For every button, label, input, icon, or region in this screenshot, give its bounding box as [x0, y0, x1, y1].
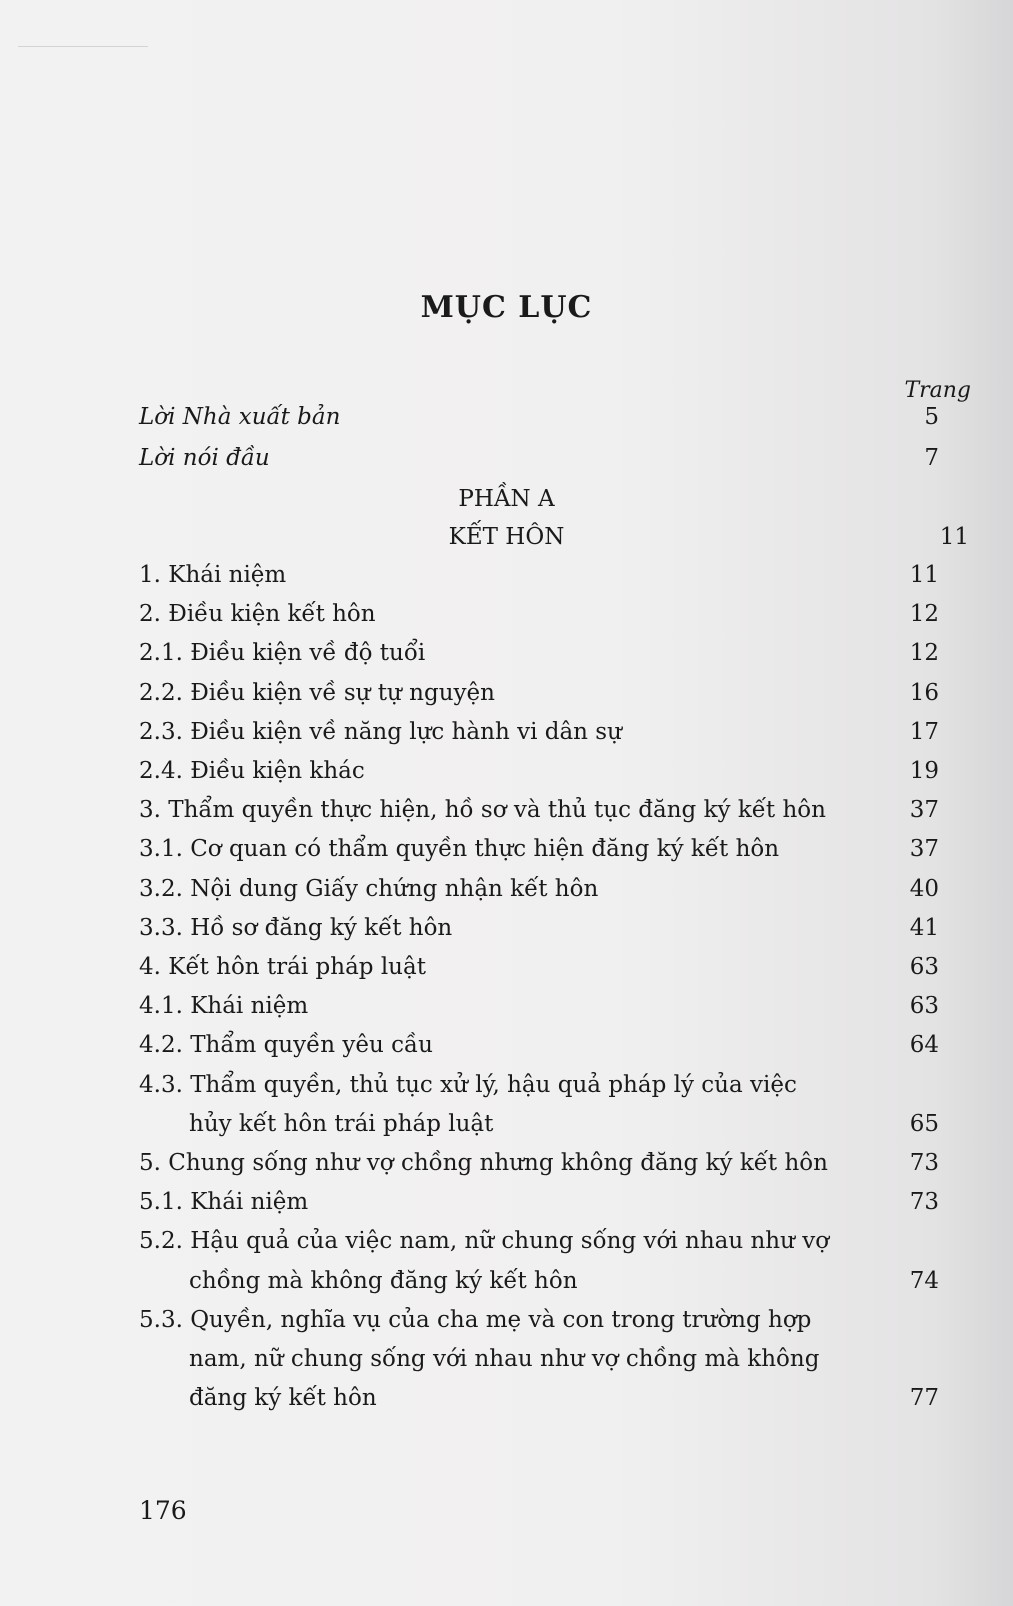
page-edge-mark [18, 46, 148, 47]
toc-entry-text: 2.3. Điều kiện về năng lực hành vi dân sự [139, 718, 622, 745]
toc-entry-text: chồng mà không đăng ký kết hôn [189, 1267, 578, 1294]
toc-entry-text: 3.1. Cơ quan có thẩm quyền thực hiện đăng ký kết hôn [139, 836, 780, 863]
toc-entry-text: Lời Nhà xuất bản [139, 404, 341, 430]
toc-entry-text: nam, nữ chung sống với nhau như vợ chồng mà không [189, 1345, 820, 1372]
toc-entry-page: 17 [909, 718, 939, 745]
toc-entry-page: 16 [909, 679, 939, 706]
toc-entry-page: 7 [924, 445, 939, 471]
toc-entry [139, 876, 969, 915]
toc-entry [139, 1189, 969, 1228]
toc-entry-text: hủy kết hôn trái pháp luật [189, 1110, 494, 1137]
toc-entry [139, 601, 969, 640]
part-page: 11 [939, 524, 969, 550]
toc-entry-text: đăng ký kết hôn [189, 1385, 377, 1412]
toc-entry [139, 915, 969, 954]
toc-entry-text: 5. Chung sống như vợ chồng nhưng không đăng ký kết hôn [139, 1150, 828, 1176]
toc-entry [139, 1032, 969, 1071]
toc-entry-page: 5 [924, 404, 939, 430]
part-label: PHẦN A [458, 486, 555, 512]
toc-entry [139, 1150, 969, 1189]
toc-entry-text: 3.2. Nội dung Giấy chứng nhận kết hôn [139, 875, 599, 902]
toc-entry-page: 12 [909, 601, 939, 628]
toc-entry [139, 719, 969, 758]
toc-entry [139, 1228, 969, 1306]
toc-entry-text: 4. Kết hôn trái pháp luật [139, 954, 426, 980]
toc-entry-text: 2.2. Điều kiện về sự tự nguyện [139, 679, 495, 706]
toc-entry-text: 2.4. Điều kiện khác [139, 758, 365, 784]
toc-entry-page: 77 [909, 1385, 939, 1412]
toc-entry-page: 19 [909, 758, 939, 784]
toc-entry [139, 680, 969, 719]
toc-entry-text: 4.2. Thẩm quyền yêu cầu [139, 1032, 433, 1059]
toc-entry-page: 63 [909, 954, 939, 980]
toc-entry-page: 37 [909, 797, 939, 824]
toc-entry [139, 1307, 969, 1425]
toc-entry-text: 4.1. Khái niệm [139, 993, 309, 1020]
toc-entry-page: 63 [909, 993, 939, 1020]
toc-entry [139, 836, 969, 875]
toc-entry-page: 41 [909, 914, 939, 941]
page-column-header: Trang [904, 378, 971, 403]
toc-entry-text: 5.3. Quyền, nghĩa vụ của cha mẹ và con trong trường hợp [139, 1306, 812, 1333]
toc-entry-page: 74 [909, 1267, 939, 1294]
toc-entry [139, 1072, 969, 1150]
toc-entry-text: 2. Điều kiện kết hôn [139, 601, 376, 628]
toc-entry-text: Lời nói đầu [139, 445, 270, 471]
toc-entry-text: 4.3. Thẩm quyền, thủ tục xử lý, hậu quả pháp lý của việc [139, 1071, 797, 1098]
toc-entry [139, 993, 969, 1032]
toc-entry-page: 73 [909, 1189, 939, 1216]
toc-entry-text: 5.2. Hậu quả của việc nam, nữ chung sống với nhau như vợ [139, 1228, 830, 1255]
toc-entry-page: 65 [909, 1110, 939, 1137]
toc-entry-page: 37 [909, 836, 939, 863]
toc-entry-page: 64 [909, 1032, 939, 1059]
toc-entry [139, 954, 969, 993]
part-name: KẾT HÔN [448, 524, 565, 550]
toc-entry-page: 40 [909, 875, 939, 902]
toc-entry [139, 797, 969, 836]
toc-entry-text: 3. Thẩm quyền thực hiện, hồ sơ và thủ tục đăng ký kết hôn [139, 797, 826, 824]
toc-entry [139, 562, 969, 601]
toc-entry-text: 5.1. Khái niệm [139, 1189, 309, 1216]
toc-entry-page: 11 [909, 562, 939, 588]
toc-entry [139, 640, 969, 679]
toc-entry-text: 2.1. Điều kiện về độ tuổi [139, 640, 426, 667]
toc-entry-text: 3.3. Hồ sơ đăng ký kết hôn [139, 914, 453, 941]
toc-entry-page: 73 [909, 1150, 939, 1176]
page-title: MỤC LỤC [420, 290, 593, 325]
toc-entry-page: 12 [909, 640, 939, 667]
toc-entry-text: 1. Khái niệm [139, 562, 287, 588]
toc-entry [139, 758, 969, 797]
page-number: 176 [139, 1496, 187, 1525]
